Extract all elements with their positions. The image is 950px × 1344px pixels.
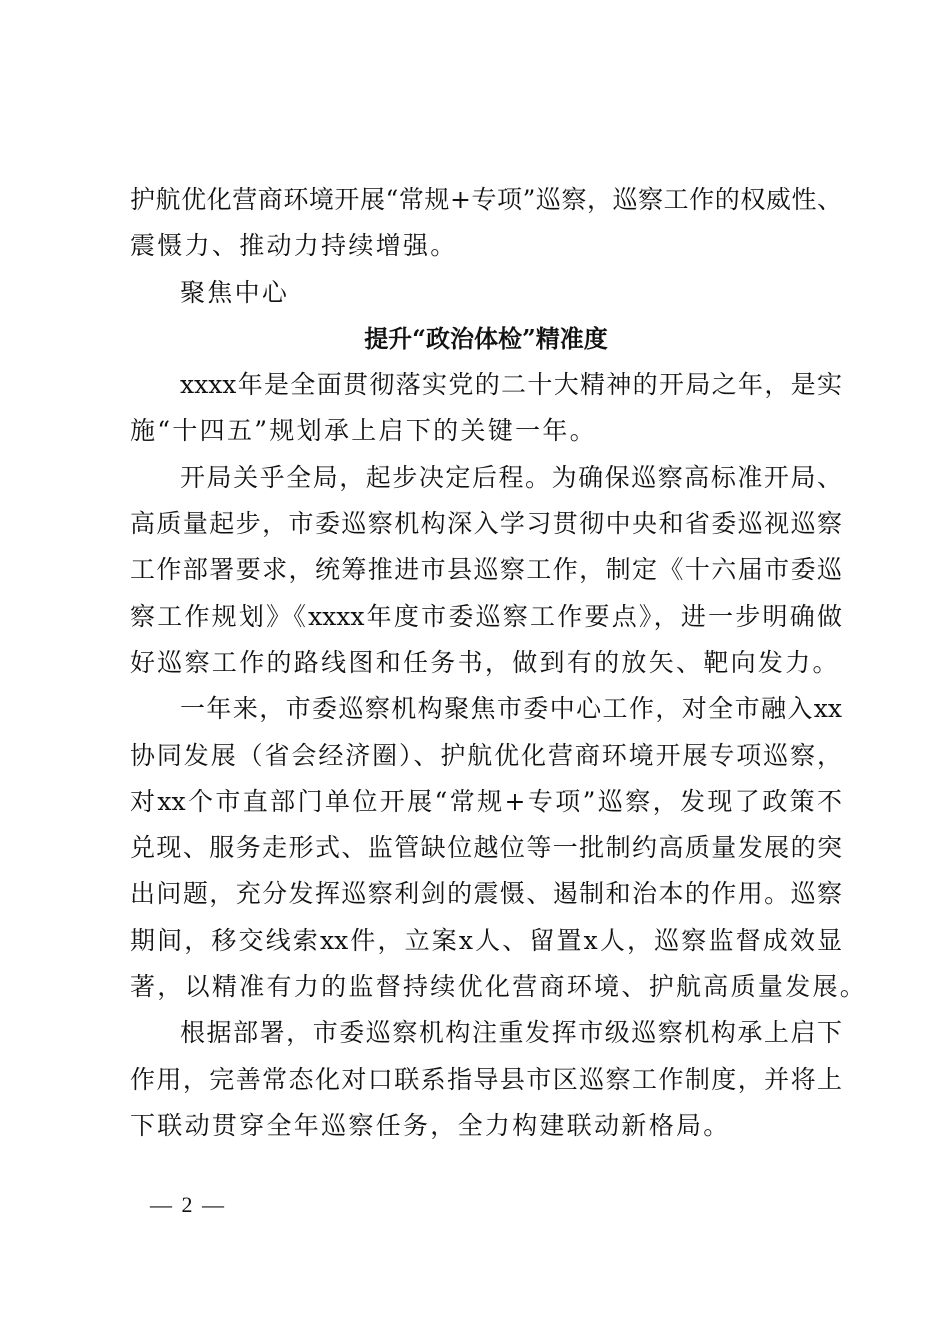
paragraph-line: 下联动贯穿全年巡察任务，全力构建联动新格局。 [130, 1110, 731, 1140]
page-number: — 2 — [150, 1192, 226, 1217]
paragraph-line: 根据部署，市委巡察机构注重发挥市级巡察机构承上启下 [180, 1018, 842, 1048]
paragraph-line: 开局关乎全局，起步决定后程。为确保巡察高标准开局、 [180, 462, 842, 492]
paragraph-line: 对xx个市直部门单位开展“常规+专项”巡察，发现了政策不 [130, 786, 842, 816]
paragraph-line: xxxx年是全面贯彻落实党的二十大精神的开局之年，是实 [180, 370, 842, 400]
paragraph-line: 工作部署要求，统筹推进市县巡察工作，制定《十六届市委巡 [130, 555, 842, 585]
paragraph-line: 施“十四五”规划承上启下的关键一年。 [130, 416, 597, 446]
paragraph-line: 好巡察工作的路线图和任务书，做到有的放矢、靶向发力。 [130, 647, 840, 677]
paragraph-line: 高质量起步，市委巡察机构深入学习贯彻中央和省委巡视巡察 [130, 509, 842, 539]
paragraph-line: 期间，移交线索xx件，立案x人、留置x人，巡察监督成效显 [130, 925, 842, 955]
paragraph-line: 一年来，市委巡察机构聚焦市委中心工作，对全市融入xx [180, 694, 842, 724]
paragraph-line: 震慑力、推动力持续增强。 [130, 231, 458, 261]
section-label: 聚焦中心 [180, 277, 290, 307]
paragraph-line: 察工作规划》《xxxx年度市委巡察工作要点》，进一步明确做 [130, 601, 842, 631]
paragraph-line: 协同发展（省会经济圈）、护航优化营商环境开展专项巡察， [130, 740, 842, 770]
section-title: 提升“政治体检”精准度 [364, 323, 608, 353]
paragraph-line: 著，以精准有力的监督持续优化营商环境、护航高质量发展。 [130, 972, 868, 1002]
document-body [130, 177, 868, 1149]
paragraph-line: 兑现、服务走形式、监管缺位越位等一批制约高质量发展的突 [130, 833, 842, 863]
paragraph-line: 作用，完善常态化对口联系指导县市区巡察工作制度，并将上 [130, 1064, 842, 1094]
paragraph-line: 出问题，充分发挥巡察利剑的震慑、遏制和治本的作用。巡察 [130, 879, 842, 909]
paragraph-line: 护航优化营商环境开展“常规+专项”巡察，巡察工作的权威性、 [130, 185, 842, 214]
